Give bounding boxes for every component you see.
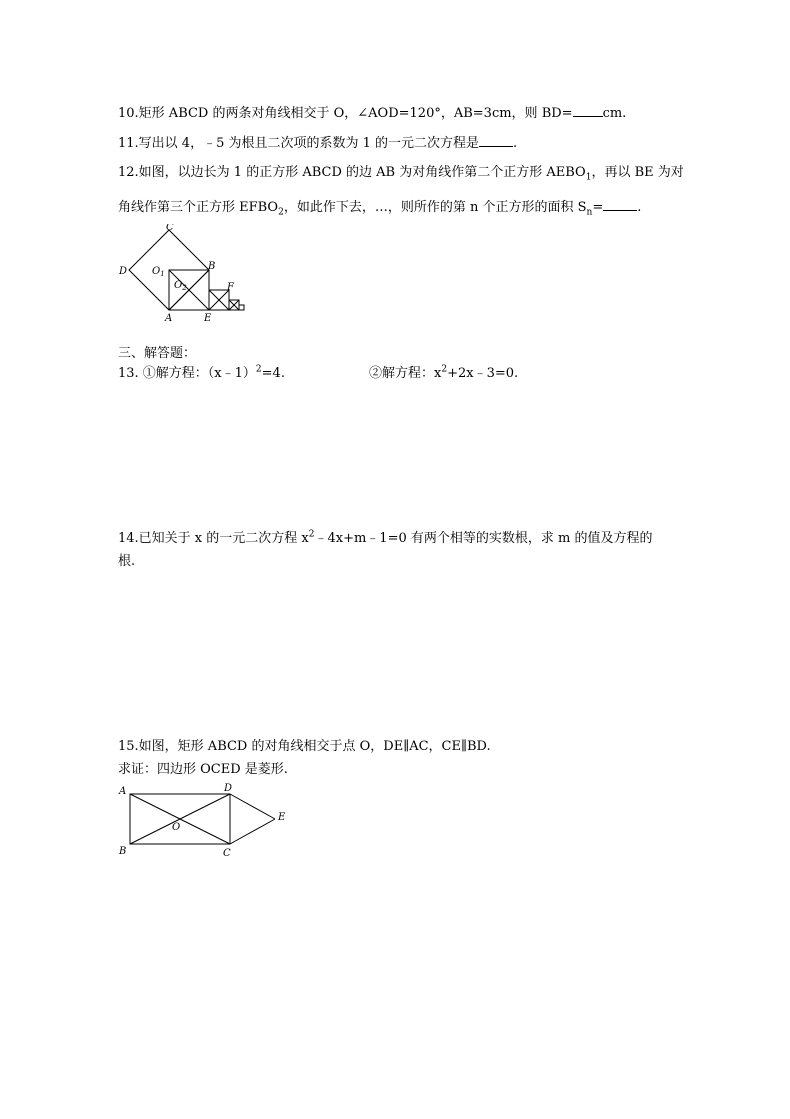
question-12-text-b: ，再以 BE 为对 xyxy=(591,165,684,180)
question-12-text-e: = xyxy=(592,200,604,215)
question-12-line-1 xyxy=(118,164,684,182)
question-12-text-a: 12.如图，以边长为 1 的正方形 ABCD 的边 AB 为对角线作第二个正方形 AEBO xyxy=(118,165,586,180)
answer-blank[interactable] xyxy=(479,134,513,147)
question-15-line-2: 求证：四边形 OCED 是菱形. xyxy=(118,762,288,777)
superscript: 2 xyxy=(308,529,315,540)
question-12-line-2 xyxy=(118,198,641,217)
section-title: 三、解答题： xyxy=(118,346,197,361)
question-14-line-1 xyxy=(118,530,652,548)
label-c: C xyxy=(223,848,231,859)
label-f: F xyxy=(227,282,234,293)
answer-blank[interactable] xyxy=(573,104,603,117)
question-13-part-1 xyxy=(118,365,285,383)
question-13-text-c: ②解方程：x xyxy=(369,366,442,381)
question-12-text-d: ，如此作下去，…，则所作的第 n 个正方形的面积 S xyxy=(283,200,587,215)
label-o1: $O_1$ xyxy=(152,266,165,278)
subscript: n xyxy=(586,207,593,218)
label-d: D xyxy=(224,783,233,794)
question-15-line-1: 15.如图，矩形 ABCD 的对角线相交于点 O，DE∥AC，CE∥BD. xyxy=(118,739,491,754)
question-10-unit: cm. xyxy=(602,106,627,121)
label-a: A xyxy=(119,786,127,797)
superscript: 2 xyxy=(441,364,448,375)
question-10-text: 10.矩形 ABCD 的两条对角线相交于 O，∠AOD=120°，AB=3cm，则 BD= xyxy=(118,106,573,121)
question-11-text: 11.写出以 4，﹣5 为根且二次项的系数为 1 的一元二次方程是 xyxy=(118,136,480,151)
square-5 xyxy=(239,305,244,310)
figure-15-rectangle xyxy=(115,782,295,862)
label-o: O xyxy=(172,822,181,833)
question-11-end: . xyxy=(513,136,518,151)
figure-12-squares xyxy=(112,224,252,326)
question-11 xyxy=(118,134,517,153)
label-o2: $O_2$ xyxy=(174,280,187,292)
superscript: 2 xyxy=(255,364,262,375)
question-13-part-2 xyxy=(369,365,518,383)
question-10 xyxy=(118,104,626,123)
label-e: E xyxy=(204,313,212,324)
label-c: C xyxy=(166,224,174,233)
label-a: A xyxy=(165,313,173,324)
question-13-text-b: =4. xyxy=(261,366,285,381)
subscript: 2 xyxy=(278,207,284,218)
question-14-text-a: 14.已知关于 x 的一元二次方程 x xyxy=(118,531,309,546)
answer-blank[interactable] xyxy=(603,198,637,211)
subscript: 1 xyxy=(585,172,592,183)
label-d: D xyxy=(119,266,128,277)
segment-de xyxy=(230,794,275,819)
label-b: B xyxy=(119,846,127,857)
label-b: B xyxy=(208,261,216,272)
question-13-text-d: +2x﹣3=0. xyxy=(447,366,519,381)
segment-ce xyxy=(230,819,275,844)
question-13-text-a: 13. ①解方程：（x﹣1） xyxy=(118,366,256,381)
question-14-text-b: ﹣4x+m﹣1=0 有两个相等的实数根，求 m 的值及方程的 xyxy=(314,531,653,546)
label-e: E xyxy=(278,812,286,823)
question-12-end: . xyxy=(637,200,642,215)
question-12-text-c: 角线作第三个正方形 EFBO xyxy=(118,200,279,215)
question-14-line-2: 根. xyxy=(118,554,136,569)
